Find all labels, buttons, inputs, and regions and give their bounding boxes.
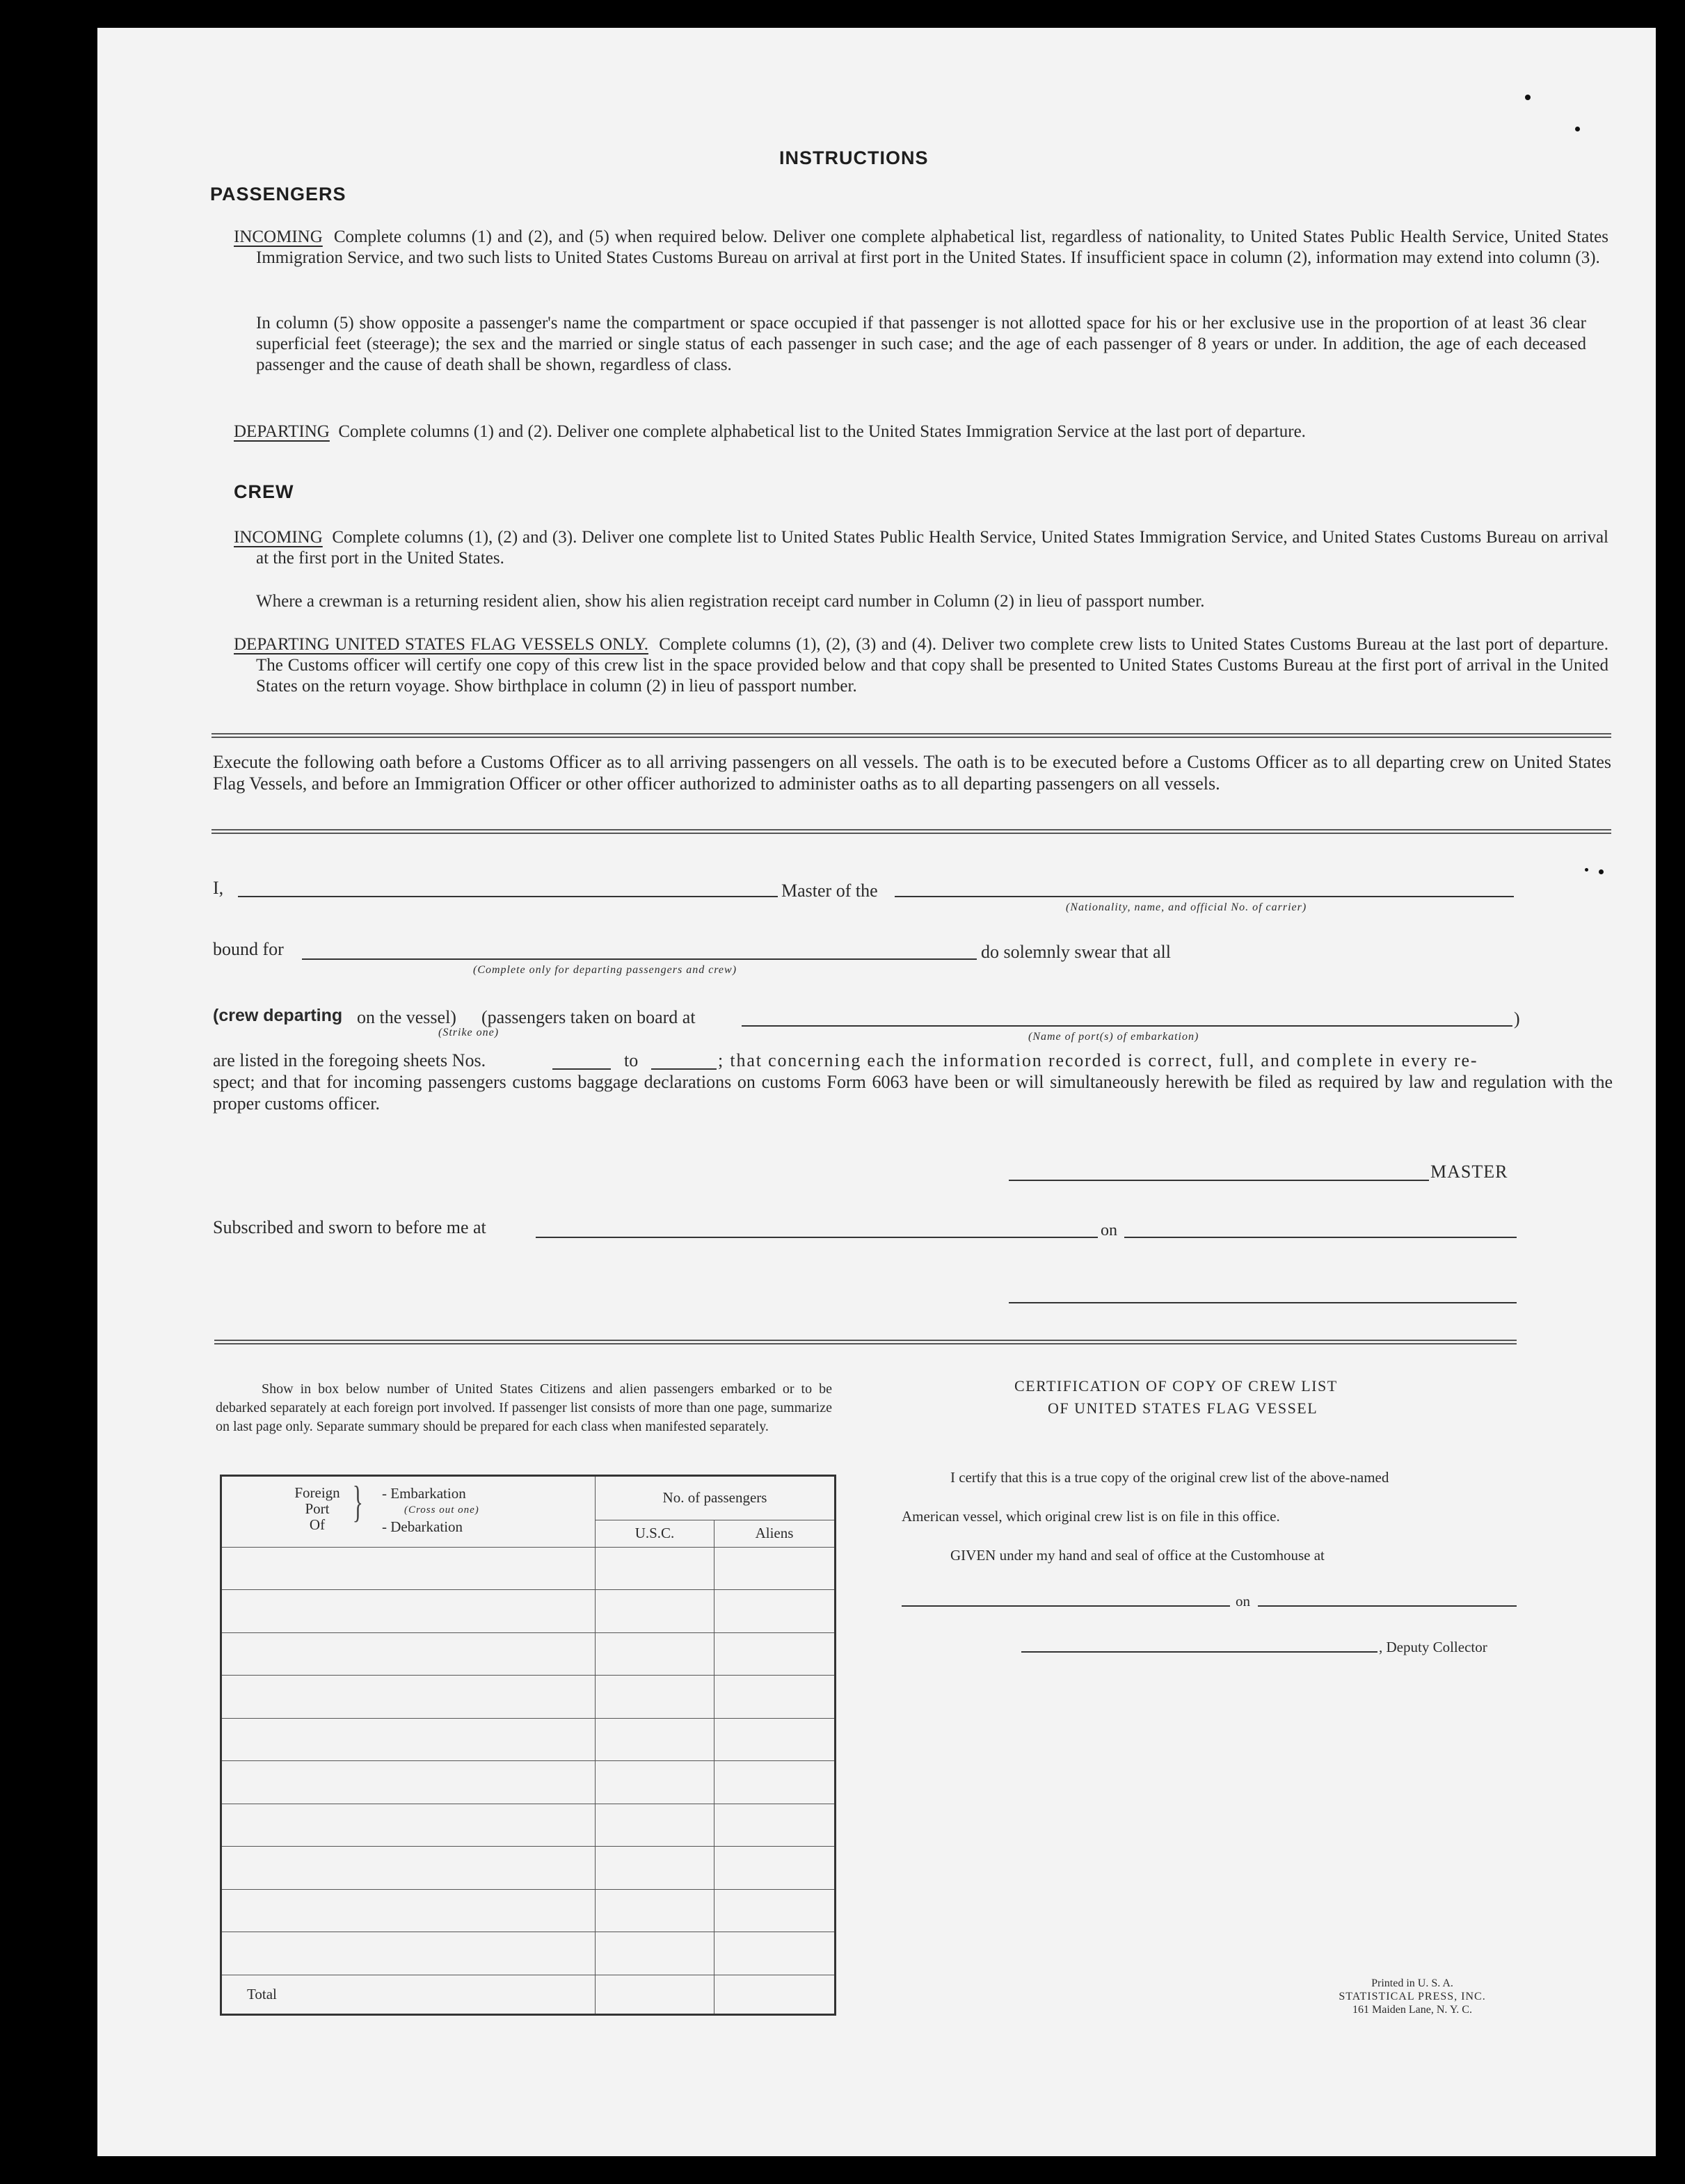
crew-alien-paragraph: Where a crewman is a returning resident alien, show his alien registration receipt card number in Column (2) in lieu of passport number. [256,592,1205,611]
summary-instructions: Show in box below number of United States Citizens and alien passengers embarked or to be debarked separately at each foreign port involved. If passenger list consists of more than one page, summarize on last page only. Separate summary should be prepared for each class when manifested separately. [216,1381,832,1434]
aliens-cell[interactable] [714,1932,836,1975]
foreign-port-header [221,1476,596,1548]
certify-line-1: I certify that this is a true copy of the original crew list of the above-named [950,1469,1389,1486]
table-row [221,1590,836,1633]
table-row [221,1804,836,1847]
scan-speck [1525,95,1531,100]
printer-line-2: STATISTICAL PRESS, INC. [1339,1991,1486,2002]
total-text: Total [247,1985,277,2002]
strike-hint: (Strike one) [438,1027,500,1038]
embarkation-ports-line[interactable] [742,1025,1512,1027]
passengers-incoming-label: INCOMING [234,227,323,246]
oath-text-line1: ; that concerning each the information recorded is correct, full, and complete in every re- [718,1050,1478,1070]
certification-title-1: CERTIFICATION OF COPY OF CREW LIST [1014,1377,1338,1395]
sworn-place-line[interactable] [536,1237,1098,1238]
sheets-label: are listed in the foregoing sheets Nos. [213,1050,486,1070]
table-row [221,1676,836,1719]
aliens-cell[interactable] [714,1847,836,1890]
certification-date-line[interactable] [1258,1605,1517,1607]
form-page [97,28,1656,2156]
certify-line-2: American vessel, which original crew list is on file in this office. [902,1508,1280,1525]
oath-text-rest: spect; and that for incoming passengers customs baggage declarations on customs Form 6063 have been or will simultaneously herewith be filed as required by law and regulation with the proper customs officer. [213,1072,1613,1114]
oath-i-label: I, [213,878,224,898]
scan-speck [1575,127,1580,131]
ports-hint: (Name of port(s) of embarkation) [1028,1031,1199,1043]
carrier-hint: (Nationality, name, and official No. of carrier) [1066,901,1307,913]
carrier-line[interactable] [895,896,1514,897]
foreign-port-line: Port [305,1500,330,1517]
aliens-cell[interactable] [714,1718,836,1761]
passengers-departing-text: Complete columns (1) and (2). Deliver one complete alphabetical list to the United States Immigration Service at the last port of departure. [338,422,1306,441]
passenger-summary-table [220,1475,836,2016]
port-cell[interactable] [221,1590,596,1633]
port-cell[interactable] [221,1676,596,1719]
usc-cell[interactable] [596,1889,714,1932]
port-cell[interactable] [221,1718,596,1761]
certification-title-2: OF UNITED STATES FLAG VESSEL [1048,1399,1318,1417]
table-row [221,1761,836,1804]
customhouse-line[interactable] [902,1605,1230,1607]
usc-header: U.S.C. [596,1520,714,1547]
sheet-to-line[interactable] [651,1068,717,1070]
passengers-taken-option[interactable]: (passengers taken on board at [481,1007,696,1027]
aliens-cell[interactable] [714,1804,836,1847]
table-row [221,1847,836,1890]
port-cell[interactable] [221,1632,596,1676]
debarkation-option[interactable]: - Debarkation [382,1518,463,1535]
crew-departing-label: DEPARTING UNITED STATES FLAG VESSELS ONLY. [234,635,649,654]
crew-incoming-paragraph [234,527,1608,569]
passengers-incoming-text: Complete columns (1) and (2), and (5) when required below. Deliver one complete alphabetical list, regardless of nationality, to United States Public Health Service, United States Immigration Service, and two such lists to United States Customs Bureau on arrival at first port in the United States. If insufficient space in column (2), information may extend into column (3). [256,227,1608,267]
master-label: MASTER [1430,1162,1508,1182]
printer-line-1: Printed in U. S. A. [1371,1977,1453,1989]
sworn-date-line[interactable] [1124,1237,1517,1238]
passengers-departing-paragraph [234,421,1608,442]
crew-incoming-label: INCOMING [234,528,323,547]
crew-heading: CREW [234,481,294,502]
double-rule [211,829,1611,834]
page-title: INSTRUCTIONS [779,147,929,168]
aliens-cell[interactable] [714,1547,836,1590]
certification-on-label: on [1236,1593,1250,1609]
usc-cell[interactable] [596,1761,714,1804]
aliens-header: Aliens [714,1520,836,1547]
table-row [221,1889,836,1932]
officer-signature-line[interactable] [1009,1302,1517,1303]
usc-cell[interactable] [596,1847,714,1890]
usc-cell[interactable] [596,1718,714,1761]
crew-departing-text: Complete columns (1), (2), (3) and (4). Deliver two complete crew lists to United States Customs Bureau at the last port of departure. The Customs officer will certify one copy of this crew list in the space provided below and that copy shall be presented to United States Customs Bureau at the first port of arrival in the United States on the return voyage. Show birthplace in column (2) in lieu of passport number. [256,635,1609,696]
table-row [221,1547,836,1590]
swear-text: do solemnly swear that all [981,942,1171,962]
cross-out-hint: (Cross out one) [404,1504,479,1516]
brace-icon: } [352,1477,364,1526]
port-cell[interactable] [221,1932,596,1975]
deputy-signature-line[interactable] [1021,1651,1377,1653]
foreign-port-line: Of [309,1516,326,1533]
total-label [221,1975,596,2014]
passengers-heading: PASSENGERS [210,184,346,204]
total-aliens-cell[interactable] [714,1975,836,2014]
port-cell[interactable] [221,1847,596,1890]
table-row [221,1932,836,1975]
given-text: GIVEN under my hand and seal of office at the Customhouse at [950,1547,1325,1564]
sheet-from-line[interactable] [552,1068,611,1070]
bound-for-label: bound for [213,939,284,959]
no-passengers-header: No. of passengers [596,1476,836,1520]
printer-imprint [1280,1977,1544,2016]
double-rule [211,733,1611,738]
scan-speck [1599,869,1604,874]
double-rule [214,1340,1517,1344]
usc-cell[interactable] [596,1632,714,1676]
sworn-on-label: on [1101,1221,1117,1239]
usc-cell[interactable] [596,1590,714,1633]
close-paren: ) [1514,1009,1520,1029]
master-signature-line[interactable] [1009,1180,1429,1181]
aliens-cell[interactable] [714,1676,836,1719]
master-of-label: Master of the [781,881,878,901]
port-cell[interactable] [221,1547,596,1590]
embarkation-option[interactable]: - Embarkation [382,1485,466,1502]
table-row [221,1718,836,1761]
bound-for-hint: (Complete only for departing passengers and crew) [473,964,737,976]
port-cell[interactable] [221,1761,596,1804]
usc-cell[interactable] [596,1804,714,1847]
on-the-vessel: on the vessel) [357,1007,456,1027]
total-usc-cell[interactable] [596,1975,714,2014]
usc-cell[interactable] [596,1932,714,1975]
summary-rows [221,1547,836,1975]
master-name-line[interactable] [238,896,778,897]
printer-line-3: 161 Maiden Lane, N. Y. C. [1352,2004,1472,2016]
crew-departing-option[interactable]: (crew departing [213,1006,343,1025]
sheets-to-label: to [624,1050,639,1070]
crew-incoming-text: Complete columns (1), (2) and (3). Deliver one complete list to United States Public Health Service, United States Immigration Service, and United States Customs Bureau on arrival at the first port in the United States. [256,528,1608,568]
passengers-incoming-paragraph [234,227,1608,268]
crew-departing-paragraph [234,634,1608,697]
port-cell[interactable] [221,1889,596,1932]
subscribed-label: Subscribed and sworn to before me at [213,1217,486,1237]
scan-speck [1585,868,1588,872]
port-cell[interactable] [221,1804,596,1847]
aliens-cell[interactable] [714,1761,836,1804]
foreign-port-line: Foreign [294,1484,340,1501]
oath-instructions: Execute the following oath before a Customs Officer as to all arriving passengers on all vessels. The oath is to be executed before a Customs Officer as to all departing crew on United States Flag Vessels, and before an Immigration Officer or other officer authorized to administer oaths as to all departing passengers on all vessels. [213,752,1611,794]
aliens-cell[interactable] [714,1889,836,1932]
passengers-departing-label: DEPARTING [234,422,330,441]
deputy-collector-label: , Deputy Collector [1379,1639,1487,1655]
aliens-cell[interactable] [714,1632,836,1676]
passengers-column5-paragraph: In column (5) show opposite a passenger's name the compartment or space occupied if that passenger is not allotted space for his or her exclusive use in the proportion of at least 36 clear superficial feet (steerage); the sex and the married or single status of each passenger in such case; and the age of each passenger of 8 years or under. In addition, the age of each deceased passenger and the cause of death shall be shown, regardless of class. [256,314,1586,374]
bound-for-line[interactable] [302,958,977,960]
usc-cell[interactable] [596,1676,714,1719]
aliens-cell[interactable] [714,1590,836,1633]
usc-cell[interactable] [596,1547,714,1590]
table-row [221,1632,836,1676]
